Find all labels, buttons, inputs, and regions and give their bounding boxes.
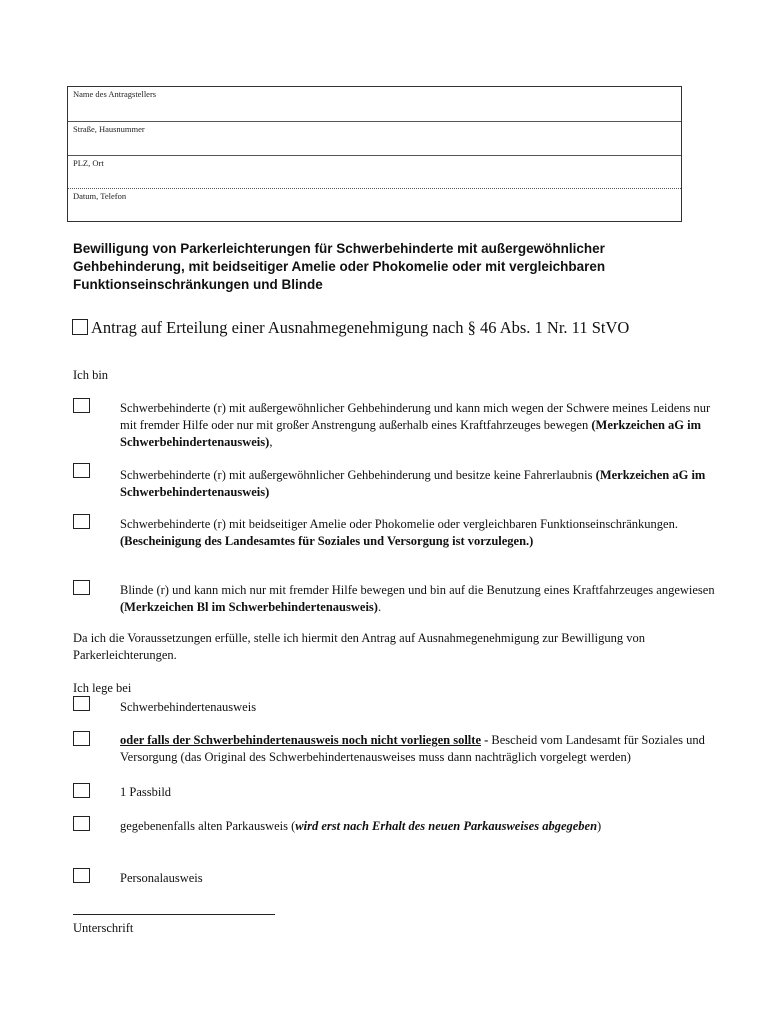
attachment-3-text: 1 Passbild [120,785,172,799]
street-label: Straße, Hausnummer [73,124,145,134]
attachment-2-checkbox[interactable] [73,731,90,746]
name-label: Name des Antragstellers [73,89,157,99]
statement: Da ich die Voraussetzungen erfülle, stelle ich hiermit den Antrag auf Ausnahmegenehmigung zur Bewilligung von Parkerleichterungen. [73,631,645,662]
option-4-checkbox[interactable] [73,580,90,595]
attachment-4-text: gegebenenfalls alten Parkausweis (wird erst nach Erhalt des neuen Parkausweises abgegeben) [120,819,602,833]
signature-label: Unterschrift [73,921,134,935]
plz-label: PLZ, Ort [73,158,104,168]
attachment-1-text: Schwerbehindertenausweis [120,700,257,714]
date-phone-field[interactable] [68,188,681,223]
attachment-2-text: oder falls der Schwerbehindertenausweis noch nicht vorliegen sollte - Bescheid vom Landesamt für Soziales und Versorgung (das Original des Schwerbehindertenausweises muss dann nachträglich vorgelegt werden) [120,733,705,764]
ich-lege-bei-label: Ich lege bei [73,681,132,695]
attachment-5-checkbox[interactable] [73,868,90,883]
plz-field[interactable] [68,155,681,190]
form-title: Bewilligung von Parkerleichterungen für Schwerbehinderte mit außergewöhnlicher Gehbehinderung, mit beidseitiger Amelie oder Phokomelie oder mit vergleichbaren Funktionseinschränkungen und Blinde [73,241,606,292]
name-field[interactable] [68,87,681,121]
option-2-text: Schwerbehinderte (r) mit außergewöhnlicher Gehbehinderung und besitze keine Fahrerlaubnis (Merkzeichen aG im Schwerbehindertenausweis) [120,468,706,499]
date-phone-label: Datum, Telefon [73,191,127,201]
antrag-label: Antrag auf Erteilung einer Ausnahmegenehmigung nach § 46 Abs. 1 Nr. 11 StVO [91,318,630,337]
applicant-info-box [67,86,682,222]
street-field[interactable] [68,121,681,156]
option-3-checkbox[interactable] [73,514,90,529]
attachment-5-text: Personalausweis [120,871,203,885]
ich-bin-label: Ich bin [73,368,109,382]
option-2-checkbox[interactable] [73,463,90,478]
antrag-checkbox[interactable] [72,319,88,335]
option-1-checkbox[interactable] [73,398,90,413]
attachment-3-checkbox[interactable] [73,783,90,798]
attachment-1-checkbox[interactable] [73,696,90,711]
option-4-text: Blinde (r) und kann mich nur mit fremder Hilfe bewegen und bin auf die Benutzung eines Kraftfahrzeuges angewiesen (Merkzeichen Bl im Schwerbehindertenausweis). [120,583,715,614]
option-3-text: Schwerbehinderte (r) mit beidseitiger Amelie oder Phokomelie oder vergleichbaren Funktionseinschränkungen. (Bescheinigung des Landesamtes für Soziales und Versorgung ist vorzulegen.) [120,517,678,548]
option-1-text: Schwerbehinderte (r) mit außergewöhnlicher Gehbehinderung und kann mich wegen der Schwere meines Leidens nur mit fremder Hilfe oder nur mit großer Anstrengung außerhalb eines Kraftfahrzeuges bewegen (Merkzeichen aG im Schwerbehindertenausweis), [120,401,711,449]
antrag-row [72,318,629,338]
attachment-4-checkbox[interactable] [73,816,90,831]
signature-line[interactable] [73,914,275,915]
